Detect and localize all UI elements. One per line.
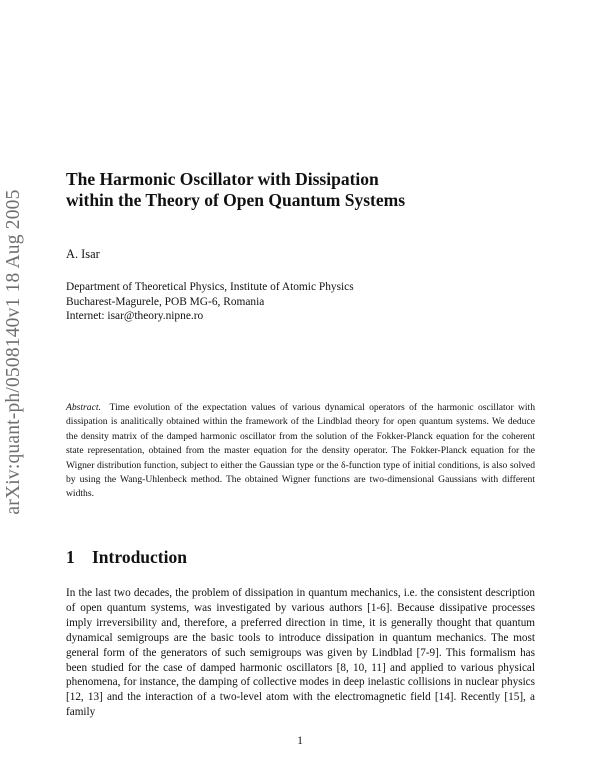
abstract [66, 401, 535, 502]
page-number: 1 [297, 735, 303, 747]
affiliation-address: Bucharest-Magurele, POB MG-6, Romania [66, 295, 265, 308]
section-number: 1 [66, 547, 75, 567]
affiliation-department: Department of Theoretical Physics, Institute of Atomic Physics [66, 281, 354, 293]
abstract-text: Time evolution of the expectation values of various dynamical operators of the harmonic oscillator with dissipation is analitically obtained within the framework of the Lindblad theory for open quantum systems. We deduce the density matrix of the damped harmonic oscillator from the solution of the Fokker-Planck equation for the coherent state representation, obtained from the master equation for the density operator. The Fokker-Planck equation for the Wigner distribution function, subject to either the Gaussian type or the δ-function type of initial conditions, is also solved by using the Wang-Uhlenbeck method. The obtained Wigner functions are two-dimensional Gaussians with different widths. [66, 402, 536, 500]
arxiv-identifier-text: arXiv:quant-ph/0508140v1 18 Aug 2005 [3, 189, 24, 515]
paper-title [66, 169, 536, 211]
author-name: A. Isar [66, 247, 100, 261]
section-heading-introduction [66, 547, 187, 568]
affiliation-email: Internet: isar@theory.nipne.ro [66, 310, 204, 323]
title-line-1: The Harmonic Oscillator with Dissipation [66, 169, 379, 189]
title-line-2: within the Theory of Open Quantum Systems [66, 190, 406, 210]
author-affiliation [66, 280, 354, 324]
section-title: Introduction [92, 547, 187, 567]
introduction-paragraph: In the last two decades, the problem of dissipation in quantum mechanics, i.e. the consistent description of open quantum systems, was investigated by various authors [1-6]. Because dissipative processes imply irreversibility and, therefore, a preferred direction in time, it is generally thought that quantum dynamical semigroups are the basic tools to introduce dissipation in quantum mechanics. The most general form of the generators of such semigroups was given by Lindblad [7-9]. This formalism has been studied for the case of damped harmonic oscillators [8, 10, 11] and applied to various physical phenomena, for instance, the damping of collective modes in deep inelastic collisions in nuclear physics [12, 13] and the interaction of a two-level atom with the electromagnetic field [14]. Recently [15], a family [66, 587, 535, 719]
abstract-label: Abstract. [66, 402, 101, 413]
